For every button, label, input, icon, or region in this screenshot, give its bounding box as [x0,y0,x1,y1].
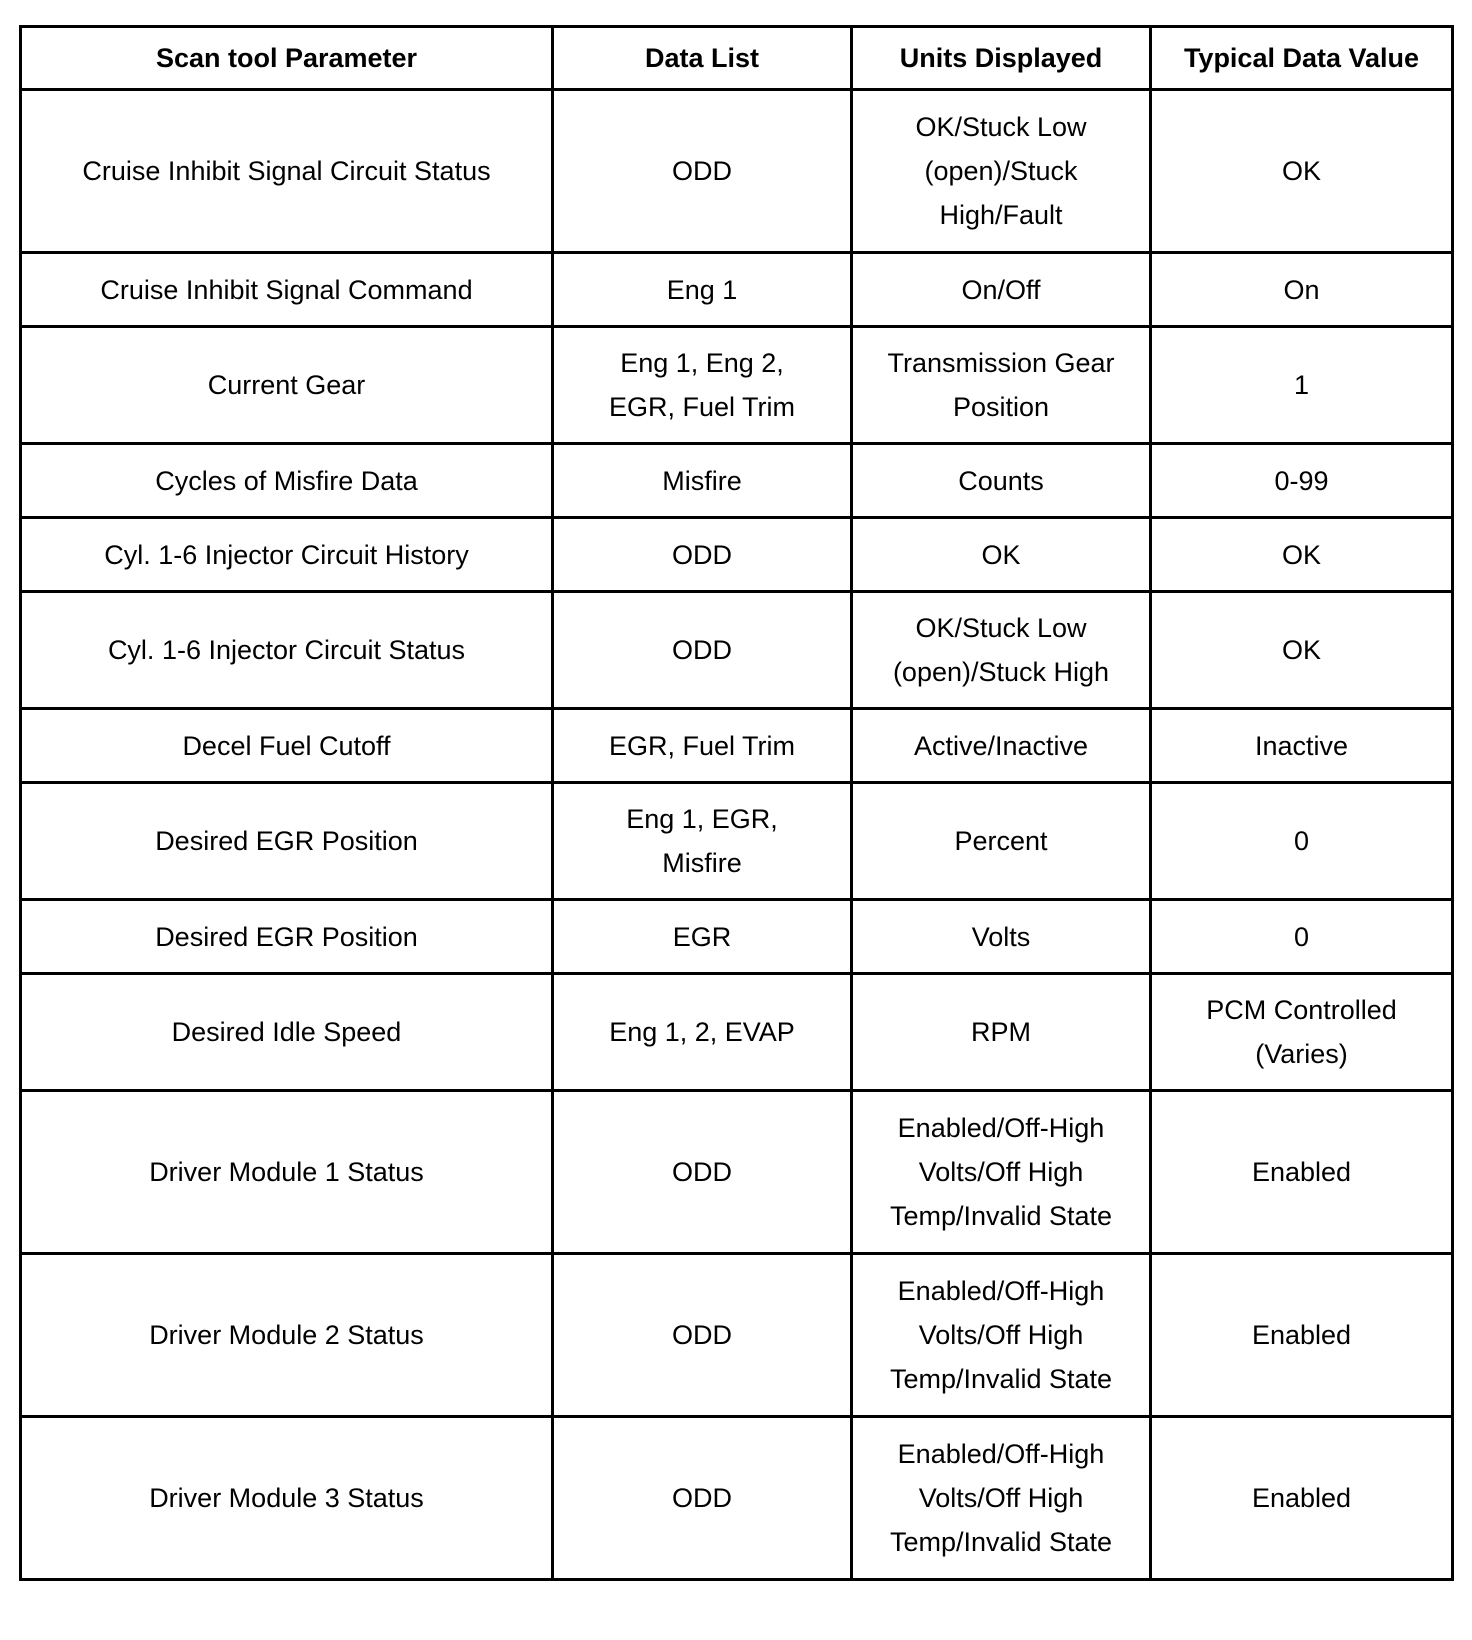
cell-parameter: Current Gear [21,327,553,444]
cell-typical-value: Enabled [1151,1091,1453,1254]
table-row [21,592,1453,709]
cell-units: Counts [852,444,1151,518]
cell-data-list: EGR, Fuel Trim [553,709,852,783]
table-row [21,900,1453,974]
cell-typical-value: 0 [1151,783,1453,900]
cell-parameter: Driver Module 2 Status [21,1254,553,1417]
cell-data-list: Eng 1 [553,253,852,327]
cell-typical-value: Enabled [1151,1254,1453,1417]
cell-typical-value: 0-99 [1151,444,1453,518]
cell-parameter: Cruise Inhibit Signal Circuit Status [21,90,553,253]
cell-parameter: Driver Module 1 Status [21,1091,553,1254]
cell-units: On/Off [852,253,1151,327]
cell-data-list: ODD [553,1254,852,1417]
cell-units: Volts [852,900,1151,974]
cell-units: OK/Stuck Low (open)/Stuck High [852,592,1151,709]
cell-units: RPM [852,974,1151,1091]
cell-units: Active/Inactive [852,709,1151,783]
cell-data-list: ODD [553,518,852,592]
cell-parameter: Cyl. 1-6 Injector Circuit History [21,518,553,592]
cell-typical-value: OK [1151,90,1453,253]
cell-data-list: Eng 1, 2, EVAP [553,974,852,1091]
cell-data-list: Eng 1, EGR, Misfire [553,783,852,900]
table-row [21,783,1453,900]
cell-units: Percent [852,783,1151,900]
cell-units: OK [852,518,1151,592]
cell-parameter: Cycles of Misfire Data [21,444,553,518]
cell-parameter: Desired EGR Position [21,783,553,900]
cell-parameter: Cruise Inhibit Signal Command [21,253,553,327]
cell-typical-value: 0 [1151,900,1453,974]
table-header-row [21,27,1453,90]
cell-data-list: ODD [553,1417,852,1580]
cell-parameter: Desired Idle Speed [21,974,553,1091]
table-row [21,444,1453,518]
cell-typical-value: OK [1151,592,1453,709]
cell-units: Enabled/Off-High Volts/Off High Temp/Invalid State [852,1091,1151,1254]
scan-tool-data-table-container [19,25,1454,1581]
cell-data-list: ODD [553,592,852,709]
cell-typical-value: Enabled [1151,1417,1453,1580]
cell-data-list: Eng 1, Eng 2, EGR, Fuel Trim [553,327,852,444]
table-row [21,518,1453,592]
cell-parameter: Desired EGR Position [21,900,553,974]
cell-units: Enabled/Off-High Volts/Off High Temp/Invalid State [852,1254,1151,1417]
cell-typical-value: Inactive [1151,709,1453,783]
table-row [21,1091,1453,1254]
cell-typical-value: 1 [1151,327,1453,444]
scan-tool-data-table [19,25,1454,1581]
table-row [21,253,1453,327]
table-row [21,1417,1453,1580]
cell-units: Enabled/Off-High Volts/Off High Temp/Invalid State [852,1417,1151,1580]
table-row [21,709,1453,783]
table-row [21,90,1453,253]
cell-typical-value: PCM Controlled (Varies) [1151,974,1453,1091]
header-units-displayed: Units Displayed [852,27,1151,90]
table-row [21,974,1453,1091]
header-typical-data-value: Typical Data Value [1151,27,1453,90]
cell-typical-value: OK [1151,518,1453,592]
header-scan-tool-parameter: Scan tool Parameter [21,27,553,90]
cell-units: OK/Stuck Low (open)/Stuck High/Fault [852,90,1151,253]
table-row [21,327,1453,444]
table-row [21,1254,1453,1417]
cell-units: Transmission Gear Position [852,327,1151,444]
cell-data-list: ODD [553,90,852,253]
header-data-list: Data List [553,27,852,90]
cell-data-list: Misfire [553,444,852,518]
cell-parameter: Cyl. 1-6 Injector Circuit Status [21,592,553,709]
cell-typical-value: On [1151,253,1453,327]
cell-data-list: EGR [553,900,852,974]
cell-parameter: Driver Module 3 Status [21,1417,553,1580]
cell-parameter: Decel Fuel Cutoff [21,709,553,783]
cell-data-list: ODD [553,1091,852,1254]
